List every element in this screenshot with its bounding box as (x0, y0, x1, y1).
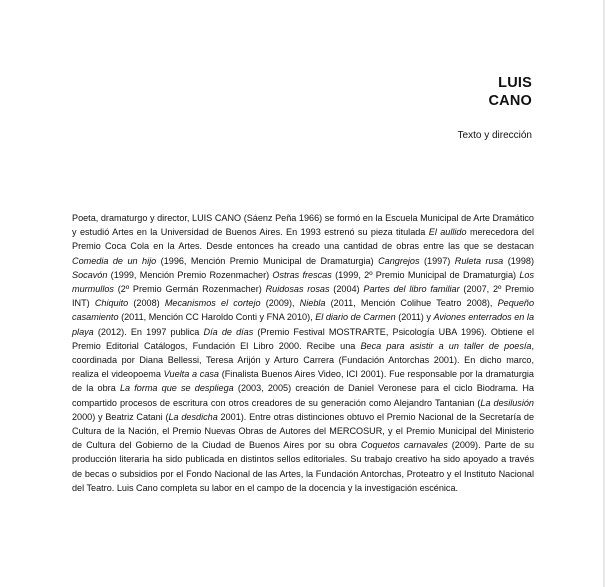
work-title: Cangrejos (378, 255, 420, 266)
work-title: El diario de Carmen (315, 312, 396, 323)
bio-text: 2000) y Beatriz Catani ( (72, 411, 169, 422)
bio-text: (1996, Mención Premio Municipal de Dramaturgia) (156, 255, 379, 266)
work-title: La forma que se despliega (119, 383, 234, 394)
bio-text: (Premio Festival MOSTRARTE, Psicología UBA 1996). Obtiene el Premio Editorial Catálogos, Fundación El Libro 2000. Recibe una (72, 326, 534, 351)
bio-text: (1997) (419, 255, 455, 266)
work-title: Ruleta rusa (454, 255, 504, 266)
bio-text: (1999, Mención Premio Rozenmacher) (107, 269, 273, 280)
bio-text: (1999, 2º Premio Municipal de Dramaturgia) (331, 269, 520, 280)
biography-paragraph (72, 211, 534, 495)
work-title: Vuelta a casa (163, 369, 219, 380)
author-heading (489, 74, 533, 110)
bio-text: (2012). En 1997 publica (93, 326, 204, 337)
work-title: Coquetos carnavales (360, 440, 448, 451)
bio-text: (2008) (128, 298, 165, 309)
bio-text: , coordinada por Diana Bellessi, Teresa Arijón y Arturo Carrera (Fundación Antorchas 2001). En dicho marco, realiza el videopoema (72, 340, 534, 380)
bio-text: (2º Premio Germán Rozenmacher) (113, 284, 266, 295)
work-title: Mecanismos el cortejo (164, 298, 261, 309)
work-title: Chiquito (94, 298, 129, 309)
work-title: La desdicha (168, 411, 218, 422)
work-title: El aullido (428, 227, 467, 238)
work-title: La desilusión (480, 397, 534, 408)
work-title: Partes del libro familiar (363, 284, 460, 295)
bio-text: (2003, 2005) creación de Daniel Veronese para el ciclo Biodrama. Ha compartido procesos de escritura con otros creadores de su generación como Alejandro Tantanian ( (72, 383, 534, 408)
bio-text: Poeta, dramaturgo y director, LUIS CANO (Sáenz Peña 1966) se formó en la Escuela Municipal de Arte Dramático y estudió Artes en la Universidad de Buenos Aires. En 1993 estrenó su pieza titulada (72, 213, 534, 238)
work-title: Día de días (203, 326, 254, 337)
work-title: Ostras frescas (272, 269, 332, 280)
work-title: Comedia de un hijo (72, 255, 157, 266)
bio-text: (2009), (260, 298, 300, 309)
work-title: Beca para asistir a un taller de poesía (360, 340, 532, 351)
work-title: Pequeño casamiento (72, 298, 535, 323)
work-title: Los murmullos (72, 269, 534, 295)
work-title: Aviones enterrados en la playa (72, 312, 534, 337)
role-subtitle: Texto y dirección (457, 130, 532, 141)
bio-text: (2007, 2º Premio INT) (72, 284, 534, 309)
bio-text: (2004) (329, 284, 364, 295)
bio-text: (Finalista Buenos Aires Video, ICI 2001). Fue responsable por la dramaturgia de la obra (72, 369, 534, 394)
bio-text: merecedora del Premio Coca Cola en la Artes. Desde entonces ha creado una cantidad de obras entre las que se destacan (72, 227, 534, 252)
author-last-name: CANO (488, 93, 532, 109)
work-title: Ruidosas rosas (265, 284, 330, 295)
work-title: Niebla (299, 298, 326, 309)
bio-text: (2011, Mención CC Haroldo Conti y FNA 2010), (118, 312, 316, 323)
bio-text: (2009). Parte de su producción literaria ha sido publicada en distintos sellos editoriales. Su trabajo creativo ha sido apoyado a través de becas o subsidios por el Fondo Nacional de las Artes, la Fundación Antorchas, Proteatro y el Instituto Nacional del Teatro. Luis Cano completa su labor en el campo de la docencia y la investigación escénica. (72, 440, 535, 493)
author-first-name: LUIS (498, 75, 532, 91)
work-title: Socavón (72, 269, 108, 280)
bio-text: 2001). Entre otras distinciones obtuvo el Premio Nacional de la Secretaría de Cultura de la Nación, el Premio Nuevas Obras de Autores del MERCOSUR, y el Premio Municipal del Ministerio de Cultura del Gobierno de la Ciudad de Buenos Aires por su obra (72, 411, 535, 451)
bio-text: (2011, Mención Colihue Teatro 2008), (325, 298, 498, 309)
bio-text: (2011) y (395, 312, 434, 323)
bio-text: (1998) (503, 255, 534, 266)
